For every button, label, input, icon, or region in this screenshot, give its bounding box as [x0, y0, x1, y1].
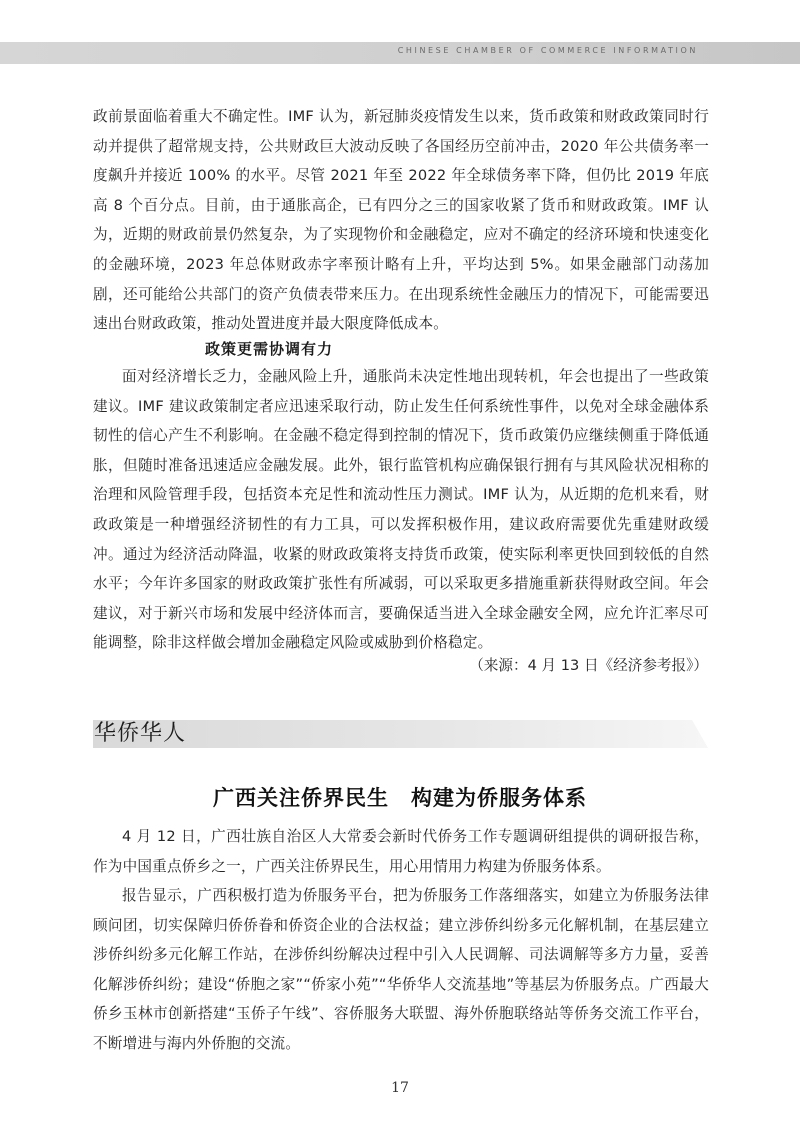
source-citation: （来源：4 月 13 日《经济参考报》）: [469, 657, 708, 674]
article1-paragraph: 面对经济增长乏力，金融风险上升，通胀尚未决定性地出现转机，年会也提出了一些政策建议。IMF 建议政策制定者应迅速采取行动，防止发生任何系统性事件，以免对全球金融体系韧性的信心产生不利影响。在金融不稳定得到控制的情况下，货币政策仍应继续侧重于降低通胀，但随时准备迅速适应金融发展。此外，银行监管机构应确保银行拥有与其风险状况相称的治理和风险管理手段，包括资本充足性和流动性压力测试。IMF 认为，从近期的危机来看，财政政策是一种增强经济韧性的有力工具，可以发挥积极作用，建议政府需要优先重建财政缓冲。通过为经济活动降温，收紧的财政政策将支持货币政策，使实际利率更快回到较低的自然水平；今年许多国家的财政政策扩张性有所减弱，可以采取更多措施重新获得财政空间。年会建议，对于新兴市场和发展中经济体而言，要确保适当进入全球金融安全网，应允许汇率尽可能调整，除非这样做会增加金融稳定风险或威胁到价格稳定。: [93, 368, 709, 652]
article1-paragraph: 政前景面临着重大不确定性。IMF 认为，新冠肺炎疫情发生以来，货币政策和财政政策同时行动并提供了超常规支持，公共财政巨大波动反映了各国经历空前冲击，2020 年公共债务率一度飙升并接近 100% 的水平。尽管 2021 年至 2022 年全球债务率下降，但仍比 2019 年底高 8 个百分点。目前，由于通胀高企，已有四分之三的国家收紧了货币和财政政策。IMF 认为，近期的财政前景仍然复杂，为了实现物价和金融稳定，应对不确定的经济环境和快速变化的金融环境，2023 年总体财政赤字率预计略有上升，平均达到 5%。如果金融部门动荡加剧，还可能给公共部门的资产负债表带来压力。在出现系统性金融压力的情况下，可能需要迅速出台财政政策，推动处置进度并最大限度降低成本。: [93, 108, 709, 333]
article2-paragraph: 4 月 12 日，广西壮族自治区人大常委会新时代侨务工作专题调研组提供的调研报告称，作为中国重点侨乡之一，广西关注侨界民生，用心用情用力构建为侨服务体系。: [93, 828, 709, 875]
running-title: CHINESE CHAMBER OF COMMERCE INFORMATION: [397, 46, 698, 55]
page-number: 17: [391, 1080, 409, 1096]
article2-paragraph: 报告显示，广西积极打造为侨服务平台，把为侨服务工作落细落实，如建立为侨服务法律顾问团，切实保障归侨侨眷和侨资企业的合法权益；建立涉侨纠纷多元化解机制，在基层建立涉侨纠纷多元化解工作站，在涉侨纠纷解决过程中引入人民调解、司法调解等多方力量，妥善化解涉侨纠纷；建设“侨胞之家”“侨家小苑”“华侨华人交流基地”等基层为侨服务点。广西最大侨乡玉林市创新搭建“玉侨子午线”、容侨服务大联盟、海外侨胞联络站等侨务交流工作平台，不断增进与海内外侨胞的交流。: [93, 887, 709, 1052]
section-title: 华侨华人: [94, 721, 187, 746]
subheading: 政策更需协调有力: [205, 340, 334, 358]
article-title: 广西关注侨界民生 构建为侨服务体系: [213, 786, 587, 810]
